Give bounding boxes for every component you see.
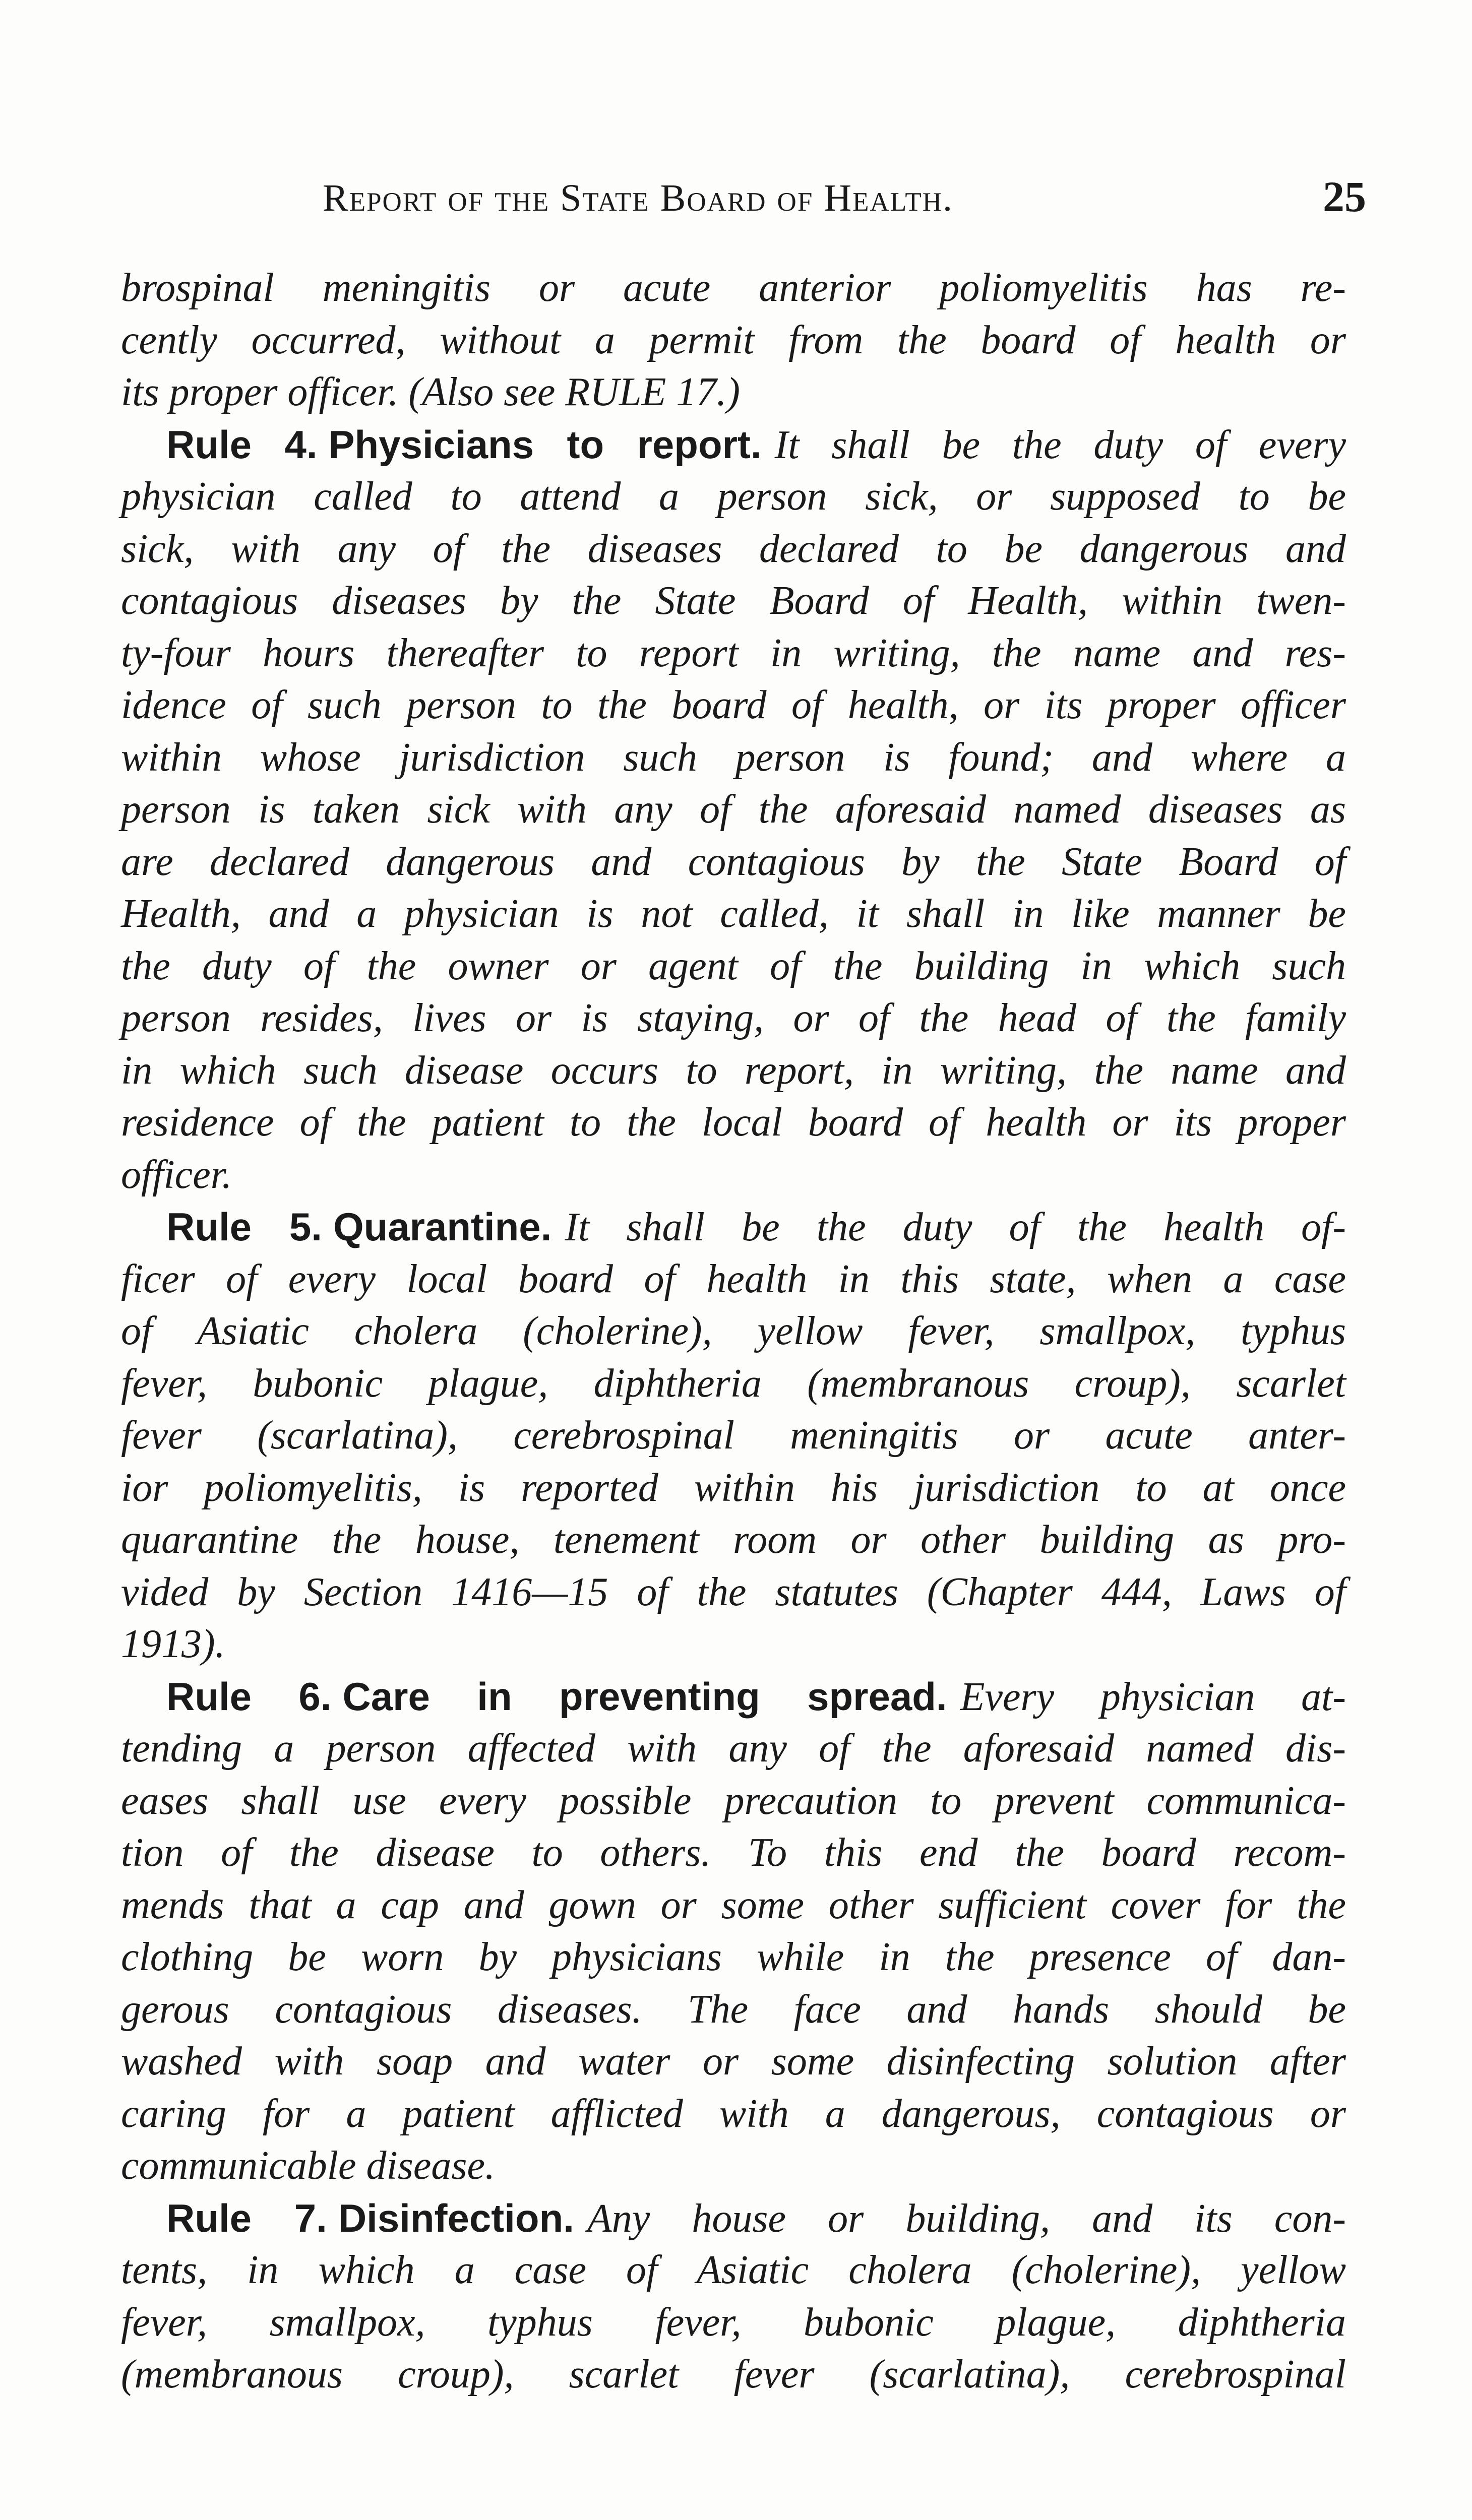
text-line: residence of the patient to the local board of health or its proper (121, 1100, 1346, 1145)
text-line: person resides, lives or is staying, or of the head of the family (121, 996, 1346, 1040)
page-number: 25 (1323, 172, 1366, 221)
text-line: its proper officer. (Also see RULE 17.) (121, 370, 741, 414)
page-header (313, 171, 1366, 227)
running-title: Report of the State Board of Health. (323, 177, 953, 219)
text-line: communicable disease. (121, 2144, 496, 2188)
rule-text: Every physician at- (960, 1674, 1346, 1719)
text-line: in which such disease occurs to report, in writing, the name and (121, 1048, 1346, 1093)
text-line: of Asiatic cholera (cholerine), yellow fever, smallpox, typhus (121, 1309, 1346, 1353)
rule-heading: Care in preventing spread. (342, 1674, 947, 1719)
rule-heading: Disinfection. (338, 2195, 574, 2240)
rule-7-paragraph (121, 2192, 1346, 2401)
body-text (121, 262, 1346, 2401)
text-line: ficer of every local board of health in this state, when a case (121, 1256, 1346, 1301)
text-line: quarantine the house, tenement room or other building as pro- (121, 1518, 1346, 1562)
text-line: tents, in which a case of Asiatic cholera (cholerine), yellow (121, 2248, 1346, 2292)
rule-first-line (121, 1671, 1346, 1723)
text-line: caring for a patient afflicted with a dangerous, contagious or (121, 2091, 1346, 2136)
text-line: tion of the disease to others. To this end the board recom- (121, 1831, 1346, 1875)
text-line: sick, with any of the diseases declared to be dangerous and (121, 526, 1346, 571)
text-line: fever, smallpox, typhus fever, bubonic plague, diphtheria (121, 2300, 1346, 2345)
text-line: mends that a cap and gown or some other sufficient cover for the (121, 1882, 1346, 1927)
text-line: ty-four hours thereafter to report in writing, the name and res- (121, 631, 1346, 675)
rule-text: It shall be the duty of the health of- (565, 1205, 1346, 1249)
text-line: person is taken sick with any of the aforesaid named diseases as (121, 787, 1346, 832)
text-line: officer. (121, 1152, 232, 1197)
rule-first-line (121, 419, 1346, 471)
rule-label: Rule 4. (166, 422, 318, 467)
rule-5-paragraph (121, 1201, 1346, 1671)
text-line: clothing be worn by physicians while in the presence of dan- (121, 1935, 1346, 1979)
text-line: within whose jurisdiction such person is found; and where a (121, 735, 1346, 780)
rule-6-paragraph (121, 1671, 1346, 2192)
text-line: vided by Section 1416—15 of the statutes (Chapter 444, Laws of (121, 1569, 1346, 1614)
text-line: eases shall use every possible precaution to prevent communica- (121, 1778, 1346, 1823)
rule-text: Any house or building, and its con- (587, 2196, 1346, 2241)
rule-label: Rule 7. (166, 2195, 327, 2240)
text-line: ior poliomyelitis, is reported within his jurisdiction to at once (121, 1465, 1346, 1510)
rule-label: Rule 5. (166, 1205, 322, 1249)
text-line: contagious diseases by the State Board of Health, within twen- (121, 579, 1346, 623)
text-line: physician called to attend a person sick, or supposed to be (121, 474, 1346, 519)
text-line: idence of such person to the board of health, or its proper officer (121, 683, 1346, 727)
rule-first-line (121, 1201, 1346, 1253)
rule-4-paragraph (121, 419, 1346, 1202)
text-line: cently occurred, without a permit from the board of health or (121, 318, 1346, 362)
text-line: gerous contagious diseases. The face and hands should be (121, 1987, 1346, 2032)
rule-text: It shall be the duty of every (774, 422, 1346, 467)
rule-first-line (121, 2192, 1346, 2245)
text-line: 1913). (121, 1622, 225, 1666)
text-line: (membranous croup), scarlet fever (scarlatina), cerebrospinal (121, 2352, 1346, 2397)
text-line: tending a person affected with any of the aforesaid named dis- (121, 1726, 1346, 1771)
rule-label: Rule 6. (166, 1674, 332, 1719)
rule-heading: Physicians to report. (328, 422, 762, 467)
continuation-paragraph (121, 262, 1346, 419)
rule-heading: Quarantine. (333, 1205, 552, 1249)
text-line: fever (scarlatina), cerebrospinal meningitis or acute anter- (121, 1413, 1346, 1458)
text-line: fever, bubonic plague, diphtheria (membranous croup), scarlet (121, 1361, 1346, 1406)
text-line: are declared dangerous and contagious by the State Board of (121, 839, 1346, 884)
text-line: washed with soap and water or some disinfecting solution after (121, 2039, 1346, 2084)
text-line: brospinal meningitis or acute anterior poliomyelitis has re- (121, 266, 1346, 310)
text-line: the duty of the owner or agent of the building in which such (121, 943, 1346, 988)
text-line: Health, and a physician is not called, it shall in like manner be (121, 892, 1346, 936)
